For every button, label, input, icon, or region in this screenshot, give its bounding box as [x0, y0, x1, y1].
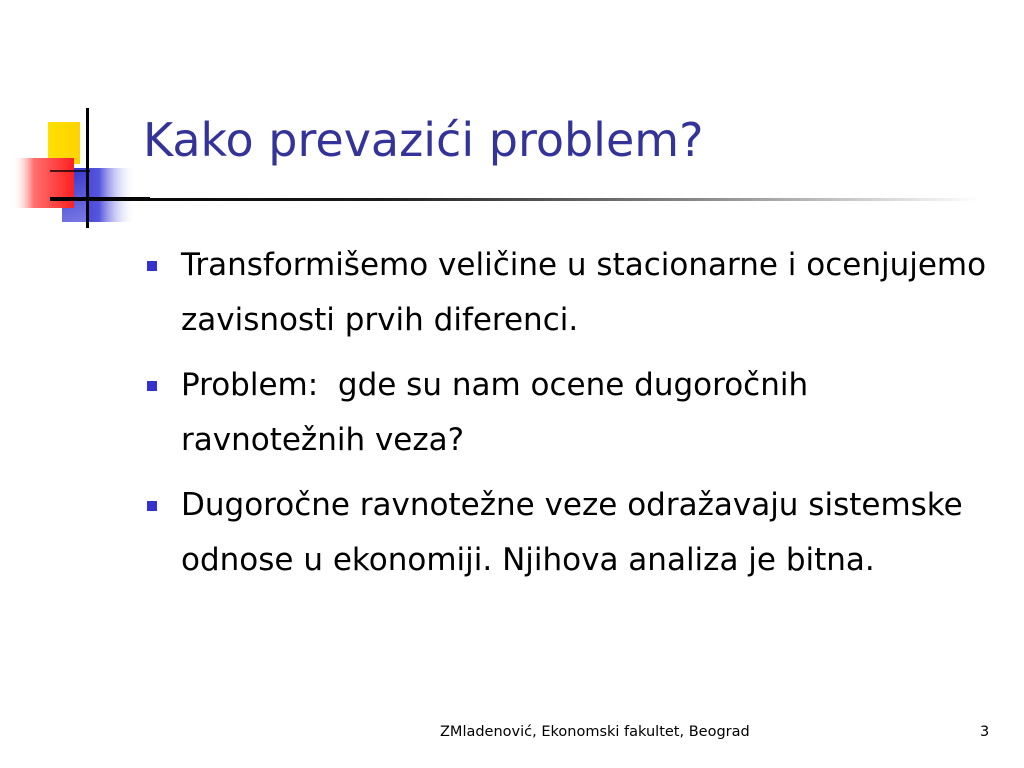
slide-logo-icon: [0, 100, 150, 230]
list-item: [144, 478, 994, 588]
square-bullet-icon: [147, 381, 157, 391]
title-divider: [50, 198, 980, 201]
bullet-text: Transformišemo veličine u stacionarne i ocenjujemo zavisnosti prvih diferenci.: [181, 247, 996, 338]
footer-author: ZMladenović, Ekonomski fakultet, Beograd: [440, 724, 750, 740]
slide-title: Kako prevazići problem?: [143, 113, 704, 167]
square-bullet-icon: [147, 261, 157, 271]
list-item: [144, 238, 994, 348]
bullet-text: Problem: gde su nam ocene dugoročnih ravnotežnih veza?: [181, 367, 818, 458]
list-item: [144, 358, 994, 468]
square-bullet-icon: [147, 501, 157, 511]
bullet-list: [144, 238, 994, 598]
page-number: 3: [980, 724, 990, 740]
bullet-text: Dugoročne ravnotežne veze odražavaju sistemske odnose u ekonomiji. Njihova analiza je bitna.: [181, 487, 973, 578]
